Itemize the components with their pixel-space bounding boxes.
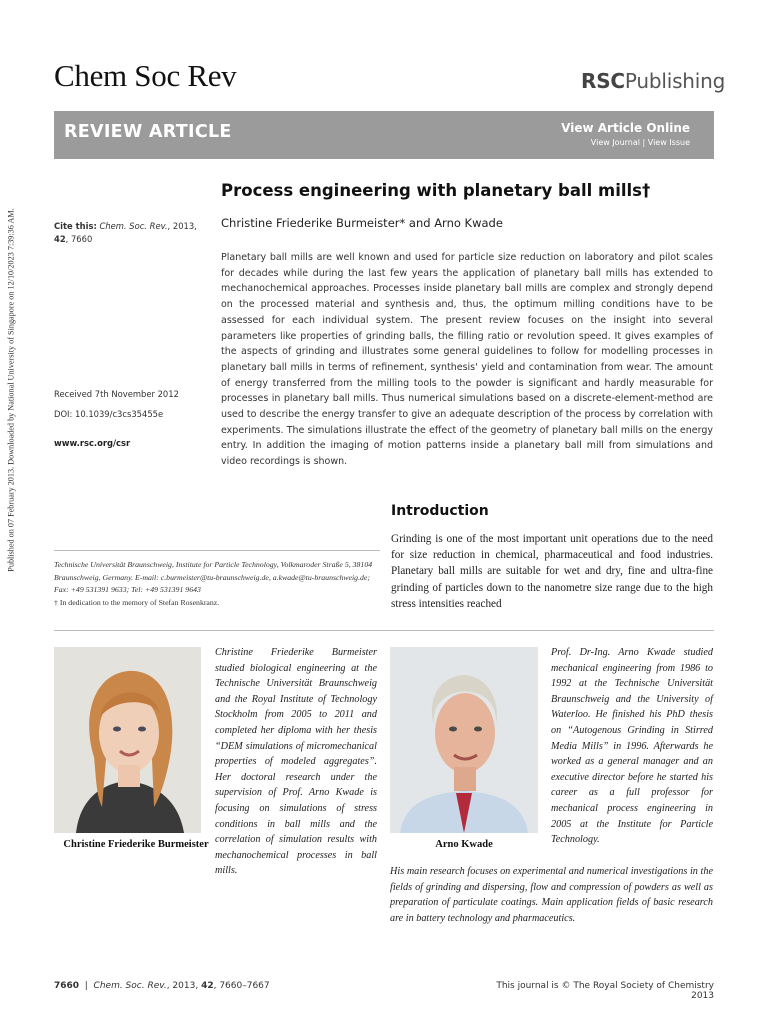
received-date: Received 7th November 2012 — [54, 389, 179, 399]
affiliation-text: Technische Universität Braunschweig, Institute for Particle Technology, Volkmaroder Straße 5, 38104 Braunschweig, Germany. E-mail: c.burmeister@tu-braunschweig.de, a.kwade@tu-braunschweig.de; Fax: +49 531391 9633; Tel: +49 531391 9643 — [54, 560, 373, 595]
author-photo-kwade — [390, 647, 538, 833]
footer-page-number: 7660 — [54, 981, 80, 991]
journal-website-link[interactable]: www.rsc.org/csr — [54, 438, 131, 448]
footer-pages: , 7660–7667 — [213, 981, 270, 991]
publisher-logo-rest: Publishing — [624, 69, 726, 93]
dedication-note: † In dedication to the memory of Stefan Rosenkranz. — [54, 597, 220, 607]
cite-volume: 42 — [54, 234, 66, 244]
affiliation-footnote — [54, 559, 380, 609]
cite-page: , 7660 — [65, 234, 93, 244]
article-authors: Christine Friederike Burmeister* and Arno Kwade — [221, 216, 503, 230]
footer-journal: Chem. Soc. Rev. — [93, 981, 167, 991]
footer-year: , 2013, — [166, 981, 202, 991]
article-type-banner — [54, 111, 714, 159]
view-journal-issue-links[interactable]: View Journal | View Issue — [590, 138, 690, 147]
cite-label: Cite this: — [54, 221, 97, 231]
author-caption-kwade: Arno Kwade — [435, 839, 493, 850]
publisher-logo — [581, 69, 725, 93]
download-notice — [2, 140, 20, 640]
article-title: Process engineering with planetary ball mills† — [221, 181, 651, 200]
author-photo-burmeister — [54, 647, 201, 833]
abstract: Planetary ball mills are well known and used for particle size reduction on laboratory and pilot scales for decades while during the last few years the application of planetary ball mills has extended to mechanochemical approaches. Processes inside planetary ball mills are complex and strongly depend on the processed material and synthesis and, thus, the optimum milling conditions have to be assessed for each individual system. The present review focuses on the insight into several parameters like properties of grinding balls, the filling ratio or revolution speed. It gives examples of the aspects of grinding and illustrates some general guidelines to follow for modelling processes in planetary ball mills in terms of refinement, synthesis' yield and contamination from wear. The amount of energy transferred from the milling tools to the powder is significant and hardly measurable for processes in planetary ball mills. Thus numerical simulations based on a discrete-element-method are used to describe the energy transfer to give an adequate description of the process by correlation with experiments. The simulations illustrate the effect of the geometry of planetary ball mills on the energy entry. In addition the imaging of motion patterns inside a planetary ball mill from simulations and video recordings is shown. — [221, 252, 713, 468]
introduction-heading: Introduction — [391, 503, 489, 519]
biography-kwade-part2: His main research focuses on experimental and numerical investigations in the fields of grinding and dispersing, flow and compression of powders as well as preparation of particulate coatings. Main application fields of basic research are in battery technology and pharmaceutics. — [390, 866, 713, 924]
doi[interactable]: DOI: 10.1039/c3cs35455e — [54, 409, 164, 419]
footer-volume: 42 — [201, 981, 214, 991]
cite-journal: Chem. Soc. Rev. — [99, 221, 168, 231]
citation-info — [54, 220, 209, 246]
article-type-label: REVIEW ARTICLE — [64, 122, 232, 142]
author-caption-burmeister: Christine Friederike Burmeister — [63, 839, 209, 850]
view-article-online-link[interactable]: View Article Online — [561, 121, 690, 135]
affiliation-divider — [54, 550, 380, 551]
publisher-logo-bold: RSC — [581, 69, 625, 93]
biography-kwade-part1: Prof. Dr-Ing. Arno Kwade studied mechanical engineering from 1986 to 1992 at the Technische Universität Braunschweig and the University of Waterloo. He finished his PhD thesis on “Autogenous Grinding in Stirred Media Mills” in 1996. Afterwards he worked as a general manager and an executive director before he started his career as a full professor for mechanical process engineering in 2005 at the Institute for Particle Technology. — [551, 647, 713, 846]
cite-year: , 2013, — [167, 221, 197, 231]
journal-title: Chem Soc Rev — [54, 58, 237, 93]
footer-citation: 7660 | Chem. Soc. Rev., 2013, 42, 7660–7667 — [54, 981, 270, 991]
introduction-text: Grinding is one of the most important unit operations due to the need for size reduction in chemical, pharmaceutical and food industries. Planetary ball mills are suitable for wet and dry, fine and ultra-fine grinding of particles down to the nanometre size range due to the high stress intensities reached — [391, 533, 713, 610]
download-notice-text: Published on 07 February 2013. Downloaded by National University of Singapore on 12/10/2023 7:39:36 AM. — [6, 208, 16, 572]
footer-copyright: This journal is © The Royal Society of Chemistry 2013 — [496, 981, 714, 1001]
biography-divider — [54, 630, 714, 631]
biography-burmeister: Christine Friederike Burmeister studied biological engineering at the Technische Universität Braunschweig and the Royal Institute of Technology Stockholm from 2005 to 2011 and completed her diploma with her thesis “DEM simulations of micromechanical properties of modeled aggregates”. Her doctoral research under the supervision of Prof. Arno Kwade is focusing on simulations of stress conditions in ball mills and the correlation of simulation results with mechanochemical processes in ball mills. — [215, 647, 377, 877]
